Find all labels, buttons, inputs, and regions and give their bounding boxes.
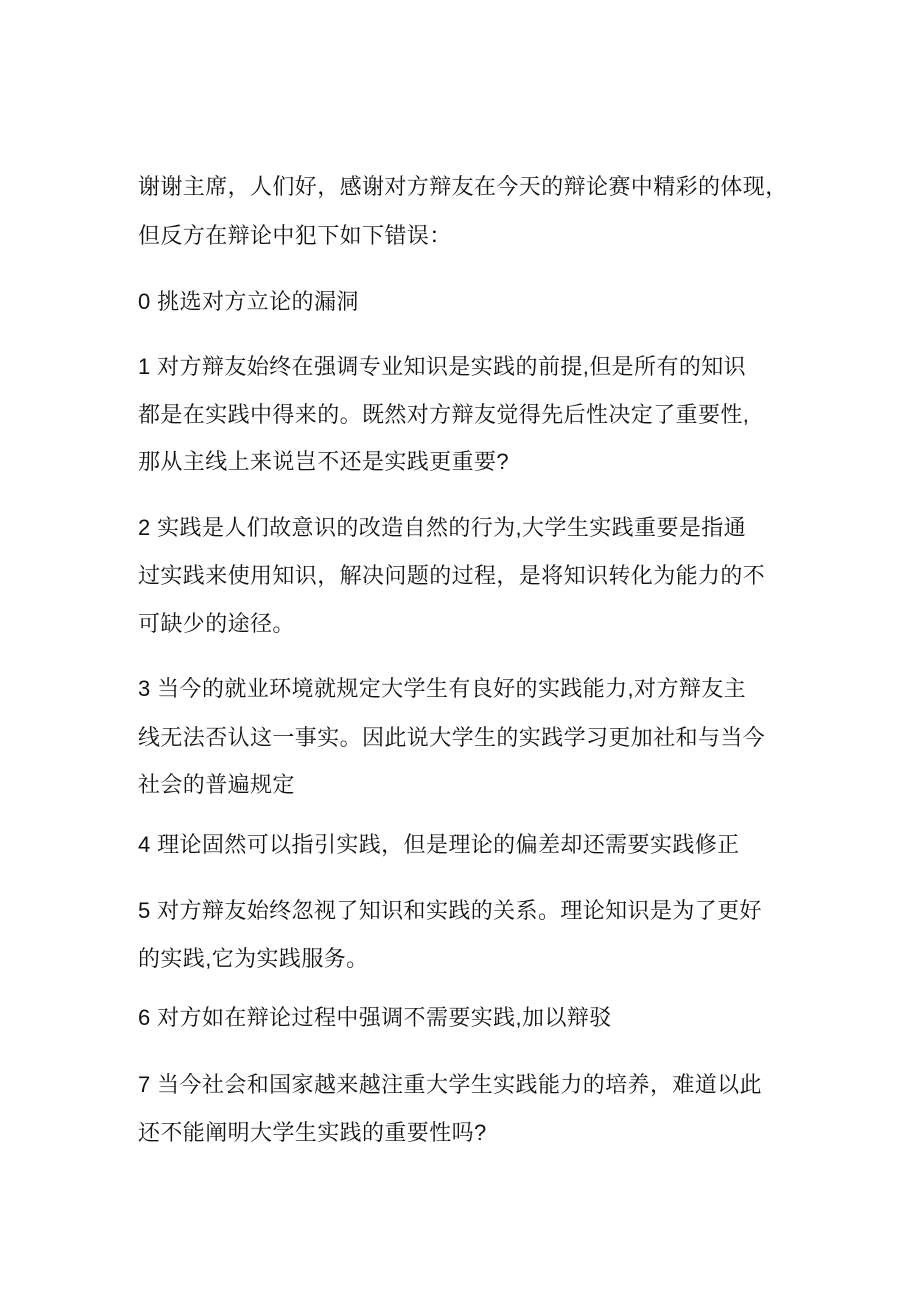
point-3-line-2: 线无法否认这一事实。因此说大学生的实践学习更加社和与当今: [138, 725, 766, 750]
point-2-line-3: 可缺少的途径。: [138, 611, 295, 636]
point-1-line-3: 那从主线上来说岂不还是实践更重要?: [138, 449, 510, 474]
point-6: 6 对方如在辩论过程中强调不需要实践,加以辩驳: [138, 1005, 612, 1030]
point-1-line-1: 1 对方辩友始终在强调专业知识是实践的前提,但是所有的知识: [138, 354, 747, 379]
point-7-line-1: 7 当今社会和国家越来越注重大学生实践能力的培养，难道以此: [138, 1072, 762, 1097]
point-5-line-1: 5 对方辩友始终忽视了知识和实践的关系。理论知识是为了更好: [138, 898, 762, 923]
intro-line-2: 但反方在辩论中犯下如下错误：: [138, 223, 452, 248]
point-5-line-2: 的实践,它为实践服务。: [138, 946, 369, 971]
point-2-line-1: 2 实践是人们故意识的改造自然的行为,大学生实践重要是指通: [138, 515, 747, 540]
point-4: 4 理论固然可以指引实践，但是理论的偏差却还需要实践修正: [138, 832, 740, 857]
point-1-line-2: 都是在实践中得来的。既然对方辩友觉得先后性决定了重要性,: [138, 402, 750, 427]
point-3-line-3: 社会的普遍规定: [138, 772, 295, 797]
point-3-line-1: 3 当今的就业环境就规定大学生有良好的实践能力,对方辩友主: [138, 676, 747, 701]
point-0: 0 挑选对方立论的漏洞: [138, 289, 359, 314]
point-2-line-2: 过实践来使用知识，解决问题的过程，是将知识转化为能力的不: [138, 563, 766, 588]
intro-line-1: 谢谢主席，人们好，感谢对方辩友在今天的辩论赛中精彩的体现，: [138, 174, 788, 199]
point-7-line-2: 还不能阐明大学生实践的重要性吗?: [138, 1120, 487, 1145]
